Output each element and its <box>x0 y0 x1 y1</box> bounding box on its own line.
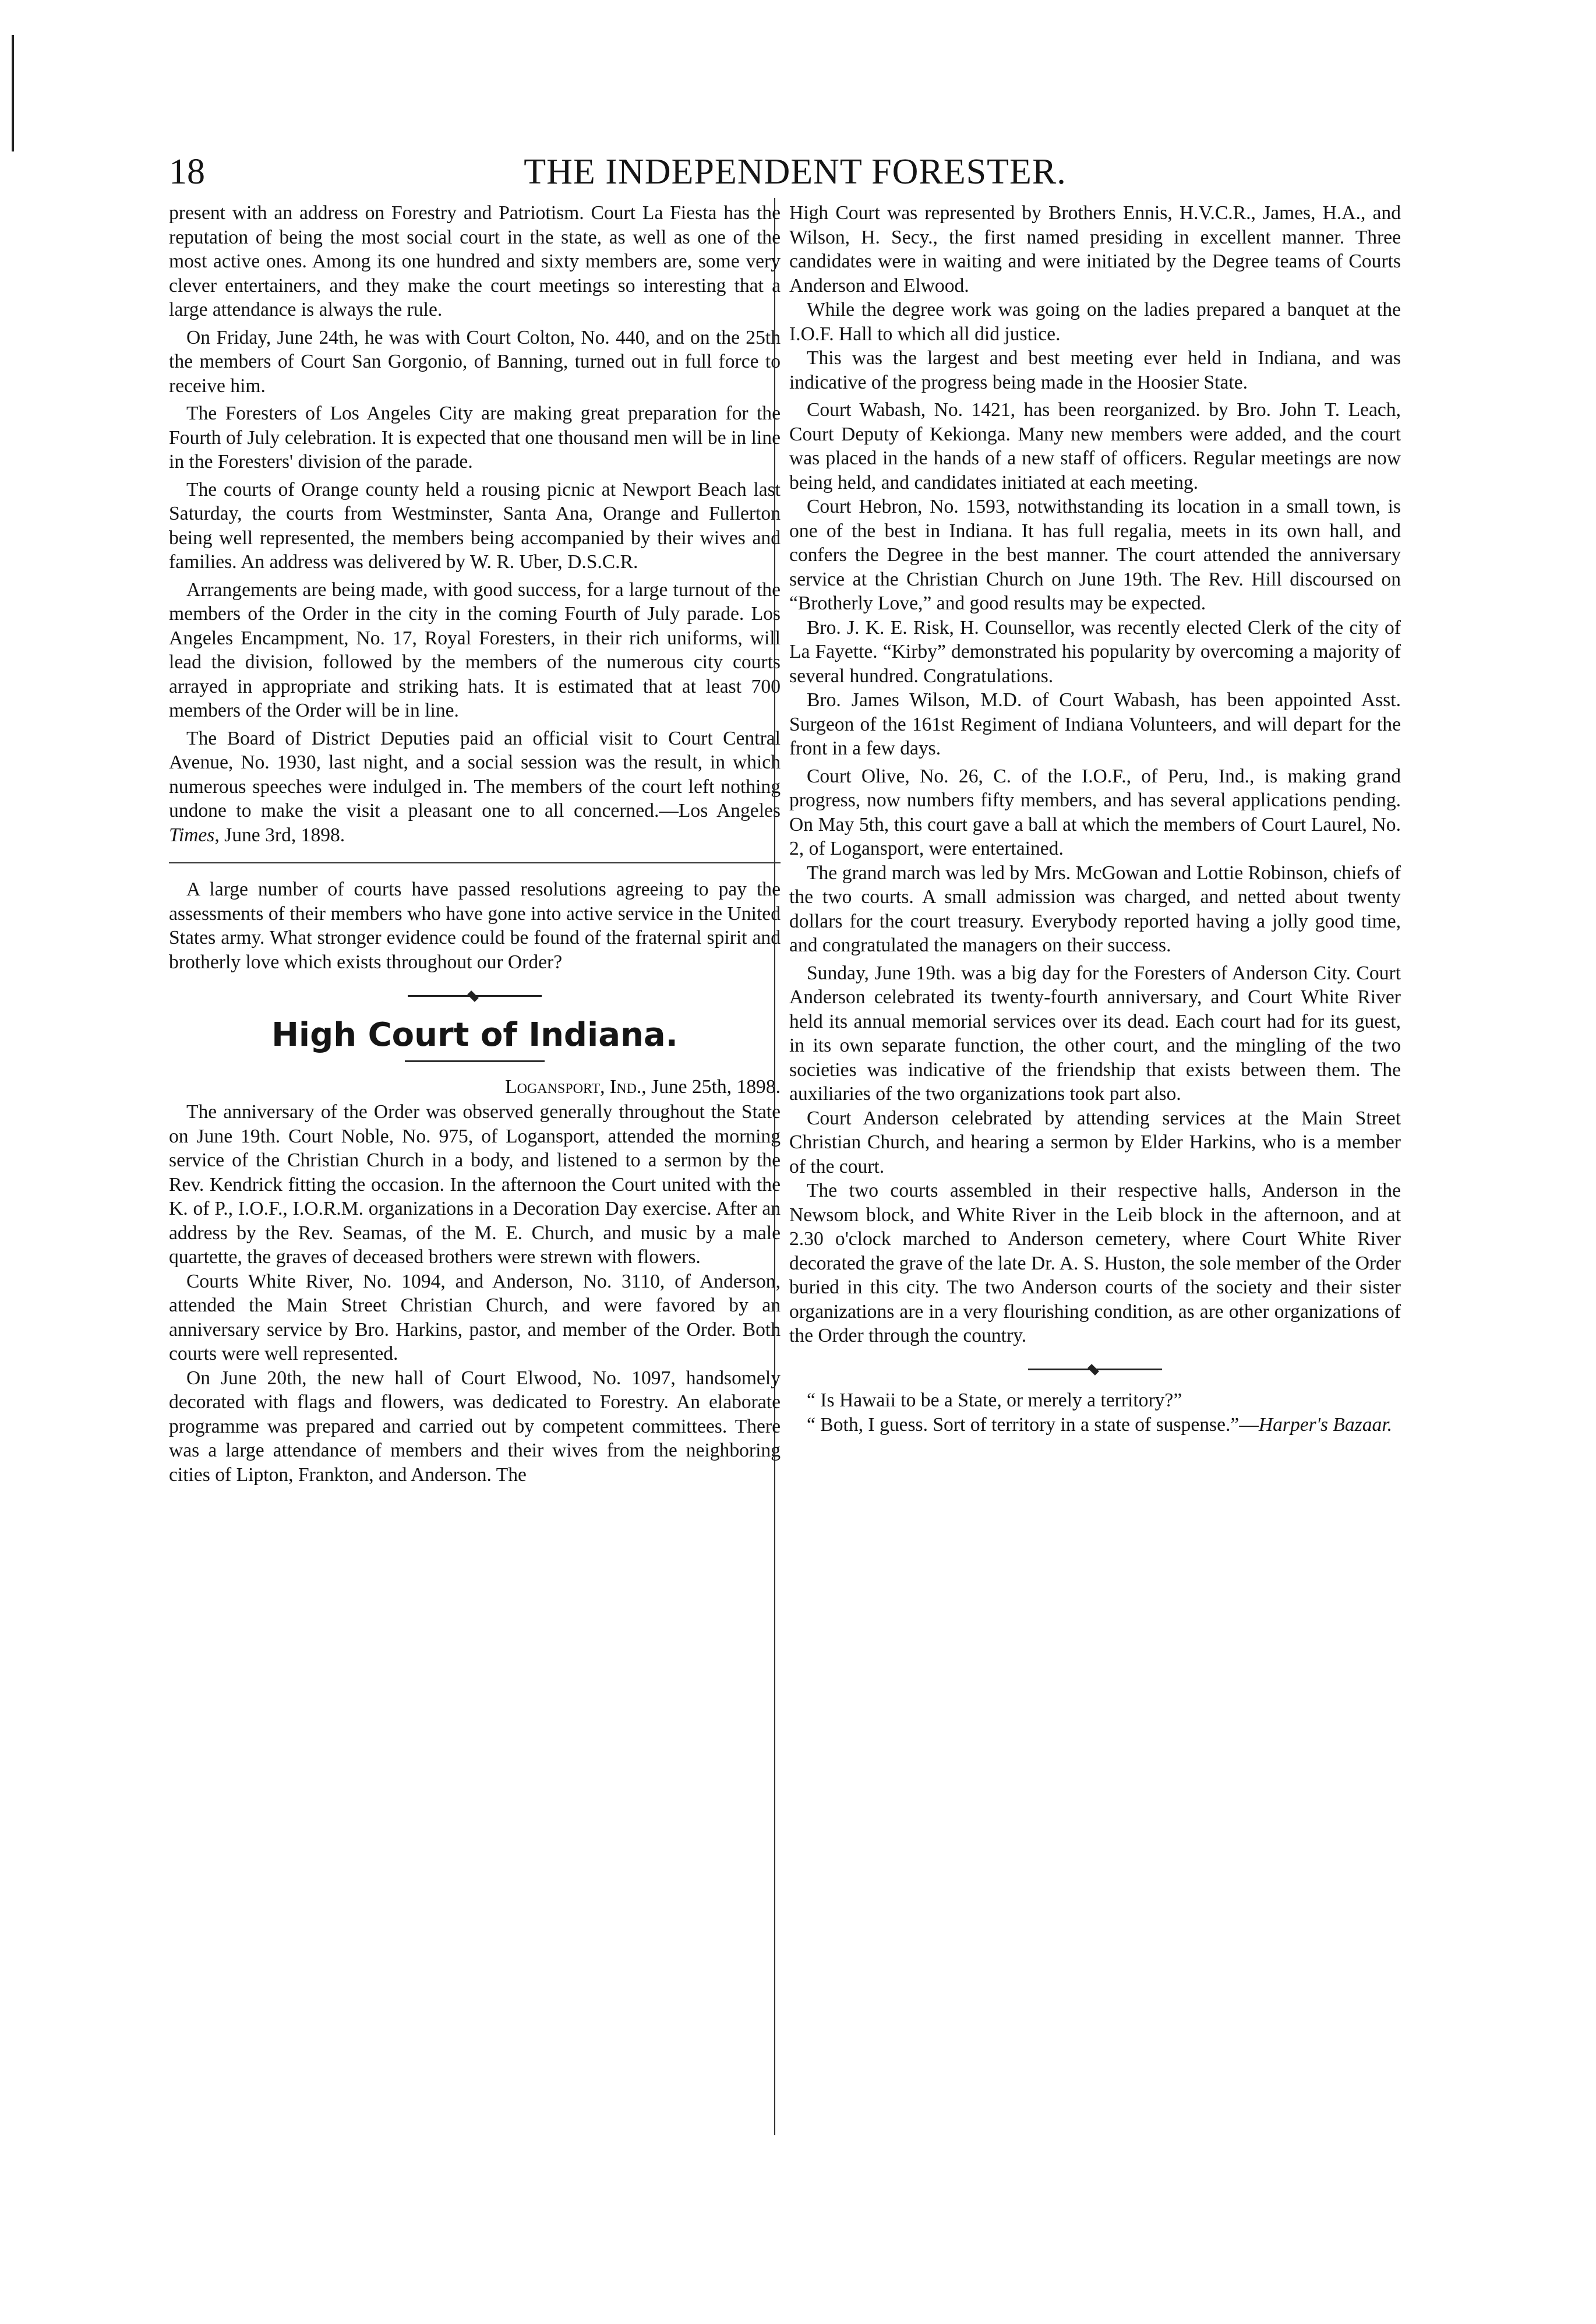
paragraph: A large number of courts have passed resolutions agreeing to pay the assessments of their members who have gone into active service in the United States army. What stronger evidence could be found of the fraternal spirit and brotherly love which exists throughout our Order? <box>169 879 781 973</box>
paragraph: The grand march was led by Mrs. McGowan and Lottie Robinson, chiefs of the two courts. A small admission was charged, and netted about twenty dollars for the court treasury. Everybody reported having a jolly good time, and congratulated the managers on their success. <box>789 862 1401 956</box>
scan-edge-mark <box>12 35 14 151</box>
paragraph: This was the largest and best meeting ever held in Indiana, and was indicative of the progress being made in the Hoosier State. <box>789 347 1401 393</box>
paragraph: Bro. James Wilson, M.D. of Court Wabash, has been appointed Asst. Surgeon of the 161st Regiment of Indiana Volunteers, and will depart for the front in a few days. <box>789 689 1401 759</box>
paragraph: Court Wabash, No. 1421, has been reorganized. by Bro. John T. Leach, Court Deputy of Kekionga. Many new members were added, and the court was placed in the hands of a new staff of officers. Regular meetings are now being held, and candidates initiated at each meeting. <box>789 399 1401 493</box>
paragraph: Court Hebron, No. 1593, notwithstanding its location in a small town, is one of the best in Indiana. It has full regalia, meets in its own hall, and confers the Degree in the best manner. The court attended the anniversary service at the Christian Church on June 19th. The Rev. Hill discoursed on “Brotherly Love,” and good results may be expected. <box>789 496 1401 614</box>
section-heading: High Court of Indiana. <box>271 1015 678 1054</box>
paragraph: Courts White River, No. 1094, and Anderson, No. 3110, of Anderson, attended the Main Street Christian Church, and were favored by an anniversary service by Bro. Harkins, pastor, and member of the Order. Both courts were well represented. <box>169 1270 781 1364</box>
quote-source: Harper's Bazaar. <box>1258 1413 1393 1436</box>
journal-title: THE INDEPENDENT FORESTER. <box>524 152 1067 192</box>
paragraph: High Court was represented by Brothers Ennis, H.V.C.R., James, H.A., and Wilson, H. Secy., the first named presiding in excellent manner. Three candidates were in waiting and were initiated by the Degree teams of Courts Anderson and Elwood. <box>789 202 1401 297</box>
right-column <box>789 201 1401 1437</box>
dateline-place: Logansport, Ind., <box>505 1075 647 1098</box>
quote-text: “ Both, I guess. Sort of territory in a state of suspense.”— <box>807 1413 1259 1436</box>
section-rule <box>169 862 781 863</box>
paragraph: Court Olive, No. 26, C. of the I.O.F., of Peru, Ind., is making grand progress, now numbers fifty members, and has several applications pending. On May 5th, this court gave a ball at which the members of Court Laurel, No. 2, of Logansport, were entertained. <box>789 765 1401 859</box>
quote-line <box>789 1413 1401 1437</box>
paragraph: Bro. J. K. E. Risk, H. Counsellor, was recently elected Clerk of the city of La Fayette. “Kirby” demonstrated his popularity by overcoming a majority of several hundred. Congratulations. <box>789 616 1401 687</box>
paragraph: On June 20th, the new hall of Court Elwood, No. 1097, handsomely decorated with flags and flowers, was dedicated to Forestry. An elaborate programme was prepared and carried out by competent committees. There was a large attendance of members and their wives from the neighboring cities of Lipton, Frankton, and Anderson. The <box>169 1367 781 1486</box>
page-header <box>169 146 1421 198</box>
page-number: 18 <box>169 152 205 192</box>
paragraph: While the degree work was going on the ladies prepared a banquet at the I.O.F. Hall to which all did justice. <box>789 299 1401 345</box>
paragraph <box>169 727 781 848</box>
ornamental-divider <box>169 982 781 1007</box>
paragraph: present with an address on Forestry and Patriotism. Court La Fiesta has the reputation of being the most social court in the state, as well as one of the most active ones. Among its one hundred and sixty members are, some very clever entertainers, and they make the court meetings so interesting that a large attendance is always the rule. <box>169 202 781 320</box>
dateline-date: June 25th, 1898. <box>646 1075 781 1098</box>
closing-quote <box>789 1388 1401 1437</box>
paragraph: Court Anderson celebrated by attending services at the Main Street Christian Church, and hearing a sermon by Elder Harkins, who is a member of the court. <box>789 1107 1401 1177</box>
paragraph: Sunday, June 19th. was a big day for the Foresters of Anderson City. Court Anderson celebrated its twenty-fourth anniversary, and Court White River held its annual memorial services over its dead. Each court had for its guest, in its own separate function, the other court, and the mingling of the two societies was indicative of the friendship that exists between them. The auxiliaries of the two organizations took part also. <box>789 962 1401 1105</box>
paragraph: On Friday, June 24th, he was with Court Colton, No. 440, and on the 25th the members of Court San Gorgonio, of Banning, turned out in full force to receive him. <box>169 326 781 397</box>
paragraph: The Foresters of Los Angeles City are making great preparation for the Fourth of July celebration. It is expected that one thousand men will be in line in the Foresters' division of the parade. <box>169 403 781 472</box>
source-date: June 3rd, 1898. <box>219 824 345 846</box>
source-times: Times, <box>169 824 220 846</box>
paragraph-text: The Board of District Deputies paid an official visit to Court Central Avenue, No. 1930, last night, and a social session was the result, in which numerous speeches were indulged in. The members of the court left nothing undone to make the visit a pleasant one to all concerned.—Los Angeles <box>169 727 781 821</box>
left-column <box>169 201 781 1487</box>
paragraph: The courts of Orange county held a rousing picnic at Newport Beach last Saturday, the courts from Westminster, Santa Ana, Orange and Fullerton being well represented, the members being accompanied by their wives and families. An address was delivered by W. R. Uber, D.S.C.R. <box>169 478 781 573</box>
paragraph: The anniversary of the Order was observed generally throughout the State on June 19th. Court Noble, No. 975, of Logansport, attended the morning service of the Christian Church in a body, and listened to a sermon by the Rev. Kendrick fitting the occasion. In the afternoon the Court united with the K. of P., I.O.F., I.O.R.M. organizations in a Decoration Day exercise. After an address by the Rev. Seamas, of the M. E. Church, and music by a male quartette, the graves of deceased brothers were strewn with flowers. <box>169 1101 781 1268</box>
ornamental-divider <box>789 1356 1401 1381</box>
paragraph: Arrangements are being made, with good success, for a large turnout of the members of the Order in the city in the coming Fourth of July parade. Los Angeles Encampment, No. 17, Royal Foresters, in their rich uniforms, will lead the division, followed by the members of the numerous city courts arrayed in appropriate and striking hats. It is estimated that at least 700 members of the Order will be in line. <box>169 579 781 721</box>
quote-line: “ Is Hawaii to be a State, or merely a territory?” <box>807 1390 1182 1411</box>
paragraph: The two courts assembled in their respective halls, Anderson in the Newsom block, and White River in the Leib block in the afternoon, and at 2.30 o'clock marched to Anderson cemetery, where Court White River decorated the grave of the late Dr. A. S. Huston, the sole member of the Order buried in this city. The two Anderson courts of the society and their sister organizations are in a very flourishing condition, as are other organizations of the Order through the country. <box>789 1180 1401 1346</box>
heading-rule <box>405 1060 545 1062</box>
dateline <box>169 1075 781 1099</box>
